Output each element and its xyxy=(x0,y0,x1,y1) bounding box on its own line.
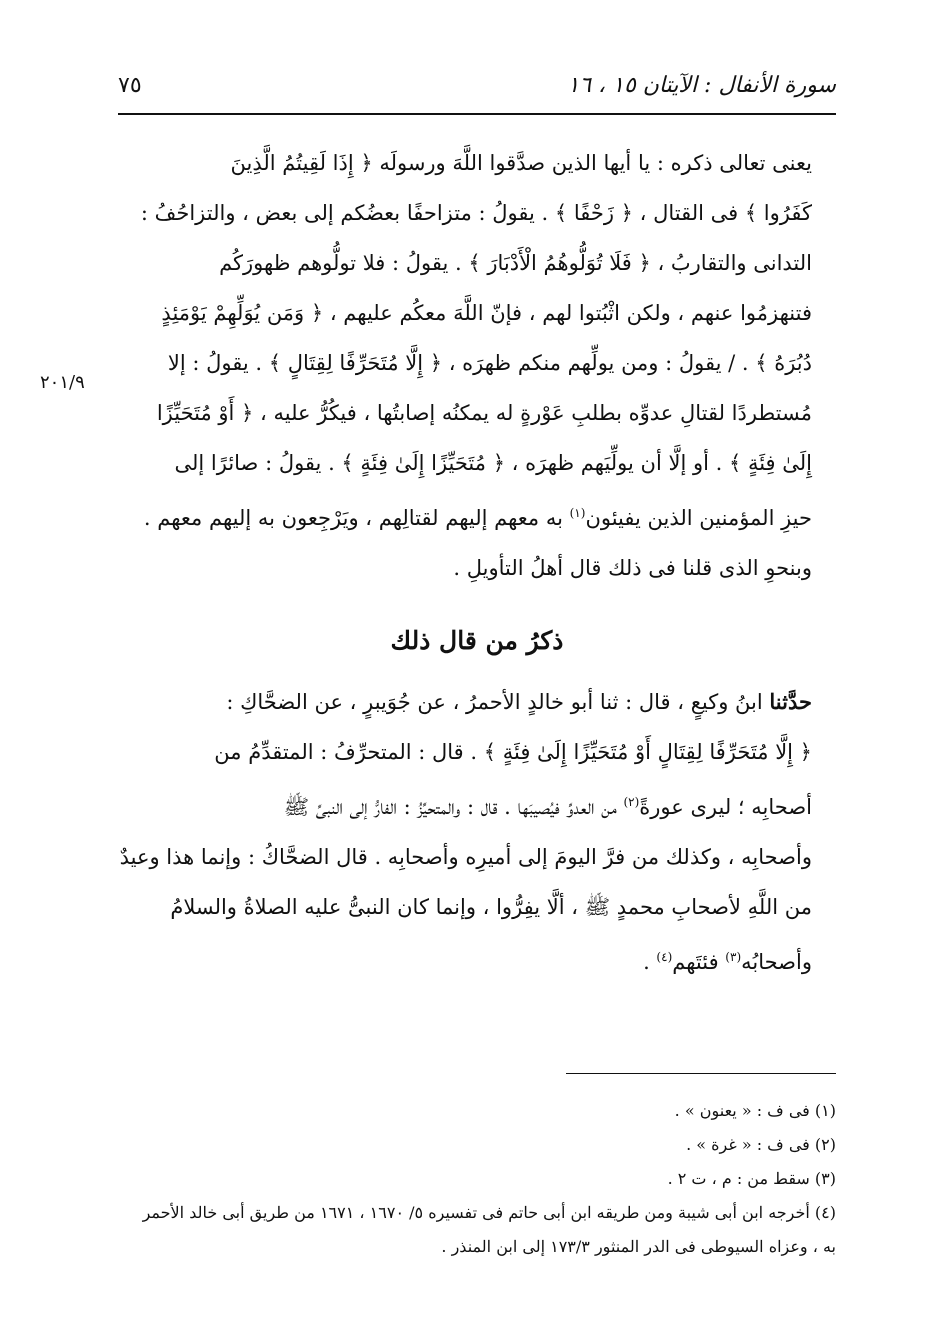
text-line: مُستطردًا لقتالِ عدوِّه بطلبِ عَوْرةٍ له يمكنُه إصابتُها ، فيكُرُّ عليه ، ﴿ أَوْ مُتَحَيِّزًا xyxy=(156,401,812,425)
header-rule xyxy=(118,113,836,115)
text-line: وأصحابِه ، وكذلك من فرَّ اليومَ إلى أميرِه وأصحابِه . قال الضحَّاكُ : وإنما هذا وعيدٌ xyxy=(119,845,812,869)
text-segment: به معهم إليهم لقتالِهم ، ويَرْجِعون به إليهم معهم . xyxy=(143,506,570,530)
paragraph-1 xyxy=(118,138,836,543)
text-line: إِلَىٰ فِئَةٍ ﴾ . أو إلَّا أن يولِّيَهم ظهرَه ، ﴿ مُتَحَيِّزًا إِلَىٰ فِئَةٍ ﴾ . يقولُ : صائرًا إلى xyxy=(174,451,812,475)
page-number: ٧٥ xyxy=(118,72,142,98)
footnote-marker: (١) xyxy=(569,506,586,520)
footnote-separator xyxy=(566,1073,836,1074)
section-heading: ذكرُ من قال ذلك xyxy=(390,626,564,655)
text-segment: وأصحابُه xyxy=(741,950,812,974)
text-segment: فئتَهم xyxy=(672,950,726,974)
text-line: كَفَرُوا ﴾ فى القتال ، ﴿ زَحْفًا ﴾ . يقولُ : متزاحفًا بعضُكم إلى بعض ، والتزاحُفُ : xyxy=(140,201,812,225)
text-line: ﴿ إِلَّا مُتَحَرِّفًا لِقِتَالٍ أَوْ مُتَحَيِّزًا إِلَىٰ فِئَةٍ ﴾ . قال : المتحرِّفُ : المتقدِّمُ من xyxy=(214,740,812,764)
footnote: (٢) فى ف : « غرة » . xyxy=(686,1135,836,1154)
footnote-marker: (٢) xyxy=(623,795,640,809)
text-line xyxy=(118,932,836,987)
paragraph-3 xyxy=(118,677,836,987)
text-line: وبنحوِ الذى قلنا فى ذلك قال أهلُ التأويلِ . xyxy=(453,556,812,580)
text-line: التدانى والتقاربُ ، ﴿ فَلَا تُوَلُّوهُمُ الْأَدْبَارَ ﴾ . يقولُ : فلا تولُّوهم ظهورَكُم xyxy=(219,251,812,275)
isnad-keyword: حدَّثنا xyxy=(769,689,812,714)
footnote: (٤) أخرجه ابن أبى شيبة ومن طريقه ابن أبى حاتم فى تفسيره ٥/ ١٦٧٠ ، ١٦٧١ من طريق أبى خالد الأحمر xyxy=(142,1203,836,1222)
footnote-marker: (٤) xyxy=(656,950,673,964)
text-segment: ابنُ وكيعٍ ، قال : ثنا أبو خالدٍ الأحمرُ ، عن جُوَيبرٍ ، عن الضحَّاكِ : xyxy=(226,690,770,714)
text-segment: من العدوِّ فيُصيبَها . قال : والمتحيِّزُ : الفارُّ إلى النبىِّ ﷺ xyxy=(283,795,624,819)
footnotes xyxy=(118,1094,836,1264)
running-title: سورة الأنفال : الآيتان ١٥ ، ١٦ xyxy=(567,72,836,98)
text-line xyxy=(118,488,836,543)
main-text xyxy=(118,138,836,987)
text-line: دُبُرَهُ ﴾ . / يقولُ : ومن يولِّهم منكم ظهرَه ، ﴿ إِلَّا مُتَحَرِّفًا لِقِتَالٍ ﴾ . يقولُ : إلا xyxy=(167,351,812,375)
text-segment: . xyxy=(643,950,657,974)
footnote: به ، وعزاه السيوطى فى الدر المنثور ١٧٣/٣ إلى ابن المنذر . xyxy=(441,1237,836,1256)
text-line xyxy=(118,677,836,727)
text-line: يعنى تعالى ذكره : يا أيها الذين صدَّقوا اللَّهَ ورسولَه ﴿ إِذَا لَقِيتُمُ الَّذِينَ xyxy=(230,151,812,175)
text-segment: حيزِ المؤمنين الذين يفيئون xyxy=(585,506,812,530)
text-segment: أصحابِه ؛ ليرى عورةً xyxy=(639,795,812,819)
text-line xyxy=(118,777,836,832)
margin-reference: ٢٠١/٩ xyxy=(40,372,85,393)
footnote-marker: (٣) xyxy=(725,950,742,964)
footnote: (٣) سقط من : م ، ت ٢ . xyxy=(667,1169,836,1188)
text-line: فتنهزمُوا عنهم ، ولكن اثْبُتوا لهم ، فإنّ اللَّهَ معكُم عليهم ، ﴿ وَمَن يُوَلِّهِمْ يَوْمَئِذٍ xyxy=(161,301,812,325)
page-header xyxy=(118,62,836,108)
paragraph-2 xyxy=(118,543,836,593)
footnote: (١) فى ف : « يعنون » . xyxy=(674,1101,836,1120)
text-line: من اللَّهِ لأصحابِ محمدٍ ﷺ ، ألَّا يفِرُّوا ، وإنما كان النبىُّ عليه الصلاةُ والسلامُ xyxy=(170,895,812,919)
